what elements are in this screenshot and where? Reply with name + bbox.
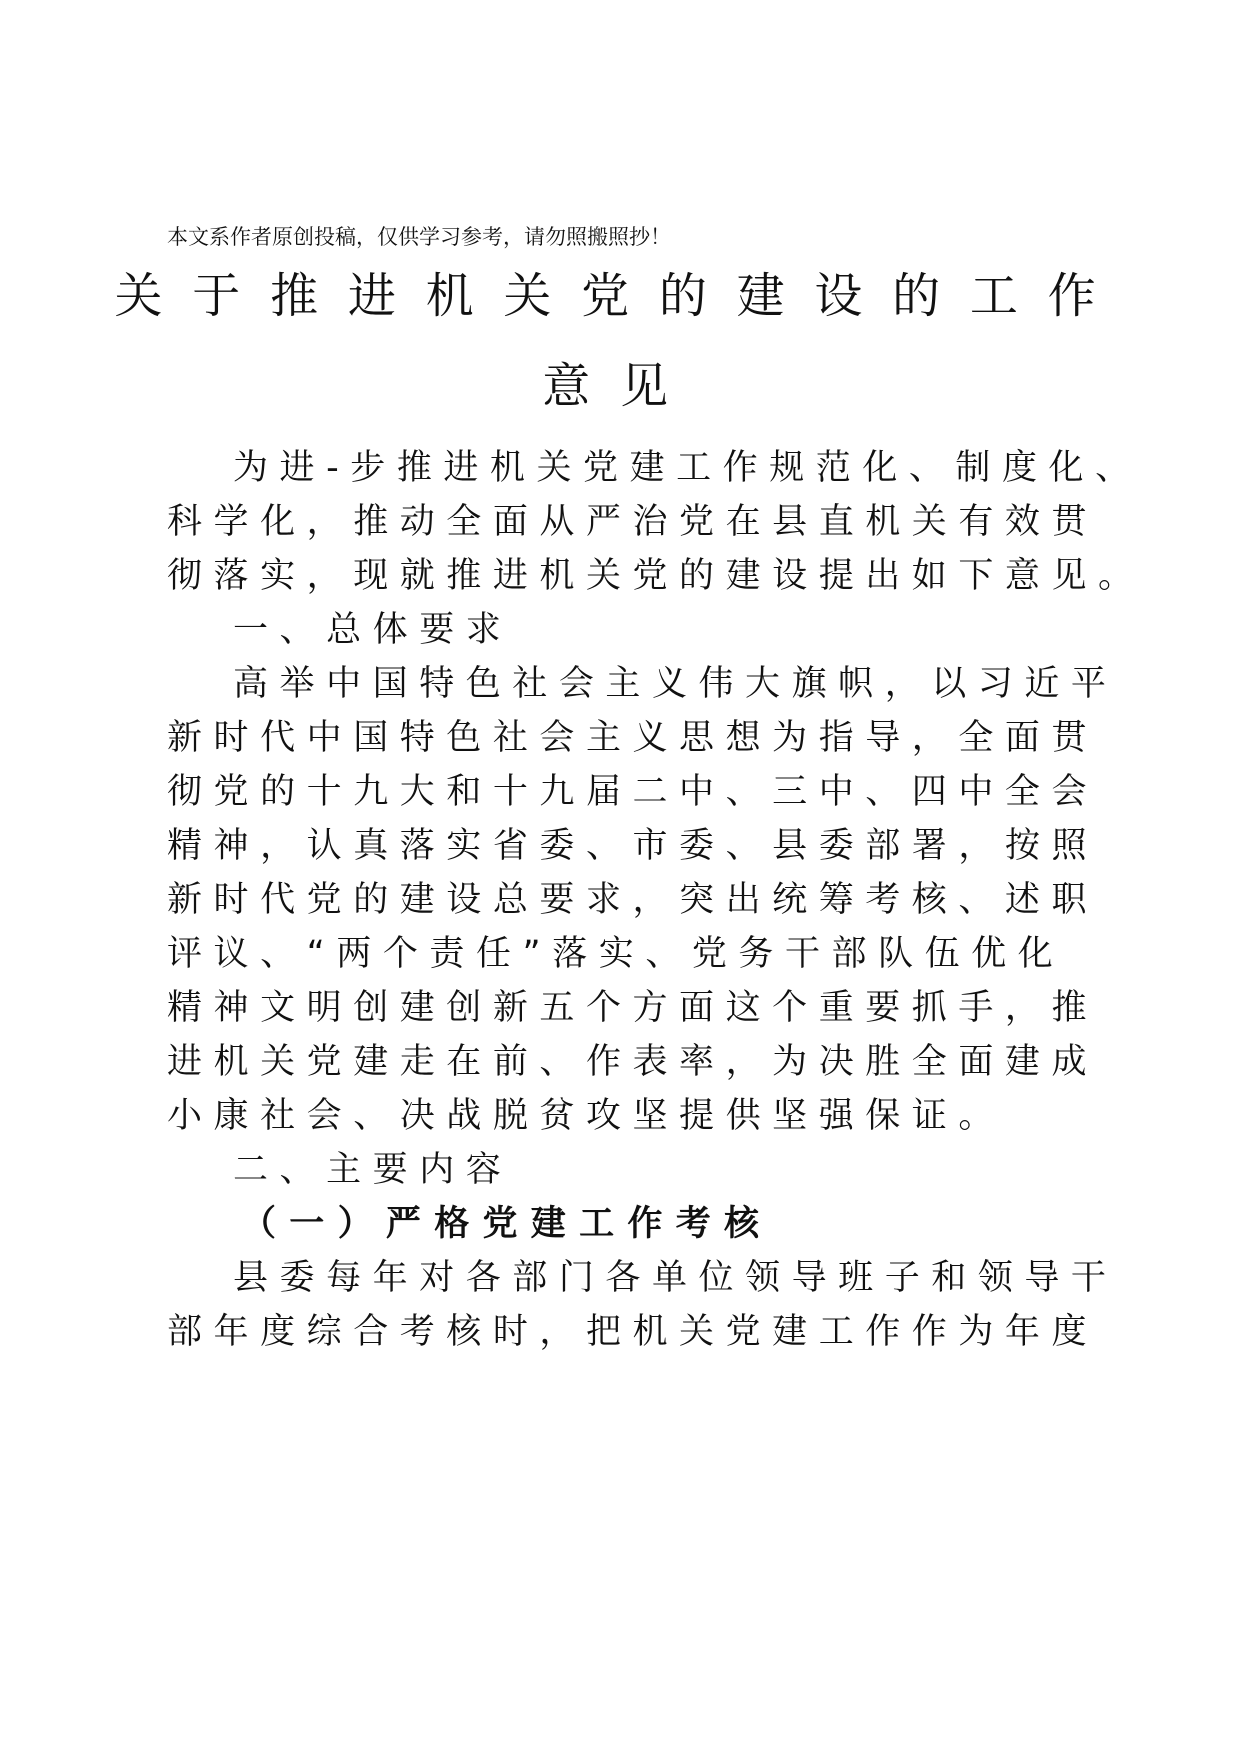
body-line: 科学化，推动全面从严治党在县直机关有效贯 <box>167 502 1099 542</box>
document-title-line-1: 关于推进机关党的建设的工作 <box>114 268 1126 324</box>
body-line: 新时代党的建设总要求，突出统筹考核、述职 <box>167 880 1099 920</box>
body-line: 小康社会、决战脱贫攻坚提供坚强保证。 <box>167 1096 1005 1136</box>
subsection-heading: （一）严格党建工作考核 <box>241 1204 773 1244</box>
body-line: 为进-步推进机关党建工作规范化、制度化、 <box>233 448 1142 488</box>
copyright-note: 本文系作者原创投稿，仅供学习参考，请勿照搬照抄！ <box>167 225 671 249</box>
body-line: 彻党的十九大和十九届二中、三中、四中全会 <box>167 772 1099 812</box>
body-line: 新时代中国特色社会主义思想为指导，全面贯 <box>167 718 1099 758</box>
body-line: 彻落实，现就推进机关党的建设提出如下意见。 <box>167 556 1145 596</box>
body-line: 精神，认真落实省委、市委、县委部署，按照 <box>167 826 1099 866</box>
body-line: 部年度综合考核时，把机关党建工作作为年度 <box>167 1312 1099 1352</box>
body-line: 县委每年对各部门各单位领导班子和领导干 <box>233 1258 1118 1298</box>
section-heading: 一、总体要求 <box>233 610 513 650</box>
section-heading: 二、主要内容 <box>233 1150 513 1190</box>
document-title-line-2: 意见 <box>542 358 698 414</box>
body-line: 精神文明创建创新五个方面这个重要抓手，推 <box>167 988 1099 1028</box>
body-line: 进机关党建走在前、作表率，为决胜全面建成 <box>167 1042 1099 1082</box>
body-line: 高举中国特色社会主义伟大旗帜，以习近平 <box>233 664 1118 704</box>
body-line: 评议、“两个责任”落实、党务干部队伍优化 <box>167 934 1065 974</box>
